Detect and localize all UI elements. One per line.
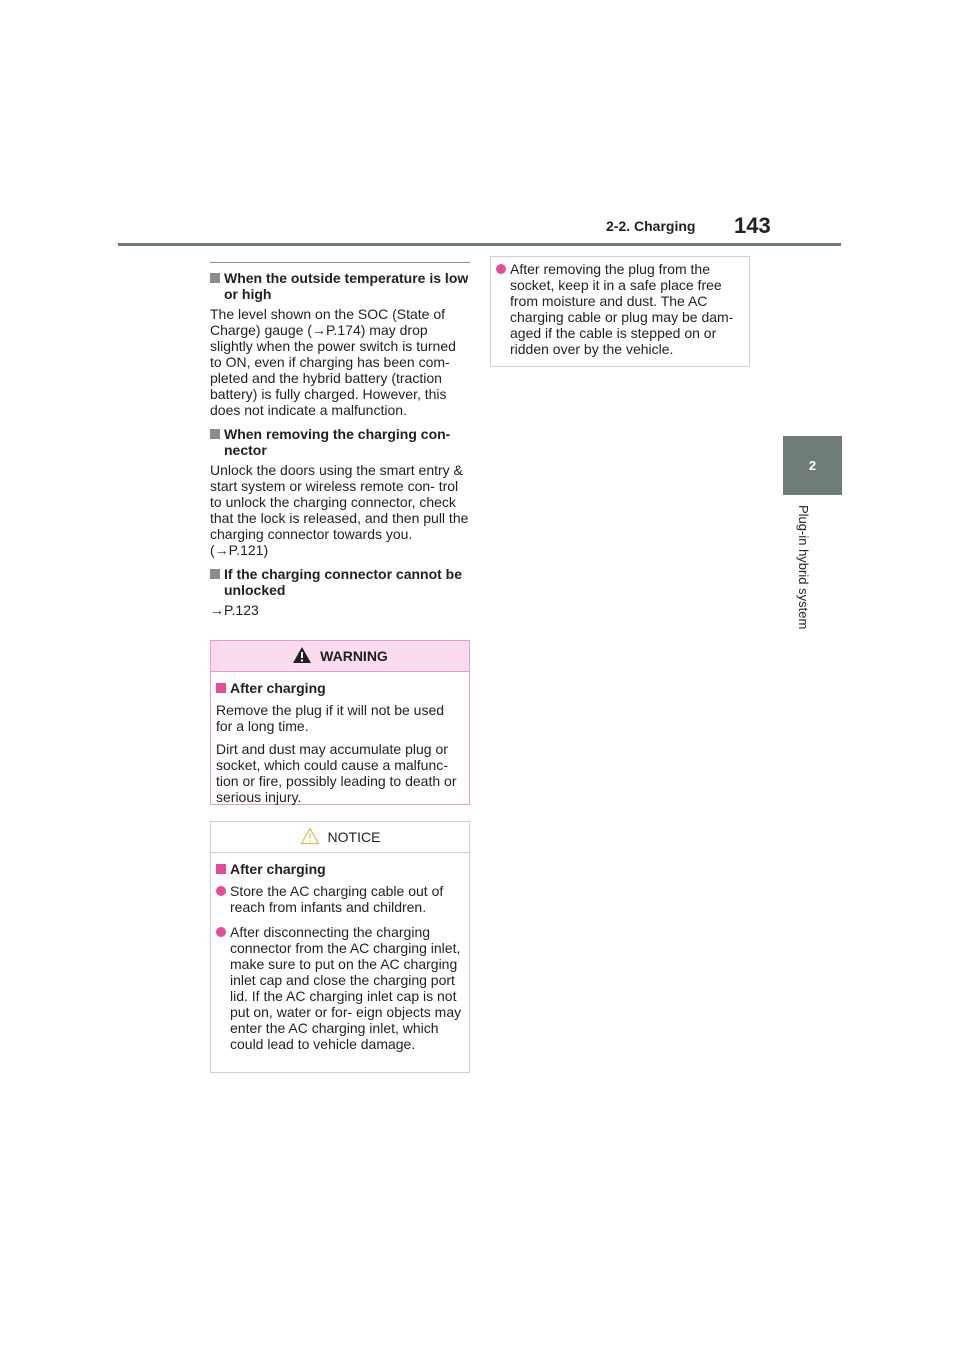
section-heading xyxy=(210,426,470,458)
notice-content xyxy=(211,853,469,1052)
warning-heading xyxy=(216,680,463,696)
notice-continuation-box xyxy=(490,256,750,367)
warning-title: WARNING xyxy=(320,648,388,664)
left-column xyxy=(210,262,470,626)
notice-header xyxy=(211,822,469,853)
square-bullet-icon xyxy=(216,864,226,874)
notice-heading xyxy=(216,861,463,877)
list-item-text: After disconnecting the charging connector from the AC charging inlet, make sure to put on the AC charging inlet cap and close the charging port lid. If the AC charging inlet cap is not put on, water or for- eign objects may enter the AC charging inlet, which could lead to vehicle damage. xyxy=(230,924,462,1052)
paragraph: Dirt and dust may accumulate plug or socket, which could cause a malfunc- tion or fire, possibly leading to death or serious injury. xyxy=(216,741,457,805)
round-bullet-icon xyxy=(496,264,506,274)
section-heading xyxy=(210,270,470,302)
paragraph: Unlock the doors using the smart entry & start system or wireless remote con- trol to unlock the charging connector, check that the lock is released, and then pull the charging connector towards you. (→P.121) xyxy=(210,462,469,558)
heading-text: When the outside temperature is low or high xyxy=(224,270,469,302)
round-bullet-icon xyxy=(216,886,226,896)
warning-header xyxy=(211,641,469,672)
warning-content xyxy=(211,672,469,805)
warning-box xyxy=(210,640,470,805)
notice-box xyxy=(210,821,470,1073)
paragraph: The level shown on the SOC (State of Charge) gauge (→P.174) may drop slightly when the power switch is turned to ON, even if charging has been com- pleted and the hybrid battery (traction battery) is fully charged. However, this does not indicate a malfunction. xyxy=(210,306,456,418)
heading-text: If the charging connector cannot be unlocked xyxy=(224,566,463,598)
chapter-title: Plug-in hybrid system xyxy=(796,505,811,630)
page-reference: →P.123 xyxy=(210,602,259,618)
square-bullet-icon xyxy=(216,683,226,693)
section-heading xyxy=(210,566,470,598)
chapter-tab: 2 xyxy=(783,436,842,495)
list-item-text: After removing the plug from the socket, keep it in a safe place free from moisture and dust. The AC charging cable or plug may be dam- aged if the cable is stepped on or ridden over by the vehicle. xyxy=(510,261,734,357)
round-bullet-icon xyxy=(216,927,226,937)
warning-icon xyxy=(292,646,312,667)
section-title: 2-2. Charging xyxy=(606,218,696,234)
page-number: 143 xyxy=(734,213,771,238)
list-item xyxy=(496,261,743,357)
square-bullet-icon xyxy=(210,569,220,579)
paragraph: Remove the plug if it will not be used for a long time. xyxy=(216,702,445,734)
list-item xyxy=(216,883,463,915)
column-divider xyxy=(210,262,470,263)
list-item xyxy=(216,924,463,1052)
heading-text: After charging xyxy=(230,861,326,877)
square-bullet-icon xyxy=(210,429,220,439)
square-bullet-icon xyxy=(210,273,220,283)
notice-title: NOTICE xyxy=(327,829,381,845)
continuation-content xyxy=(491,257,749,357)
caution-outline-icon xyxy=(300,827,320,848)
heading-text: After charging xyxy=(230,680,326,696)
heading-text: When removing the charging con- nector xyxy=(224,426,451,458)
header-divider xyxy=(118,243,841,246)
list-item-text: Store the AC charging cable out of reach from infants and children. xyxy=(230,883,444,915)
